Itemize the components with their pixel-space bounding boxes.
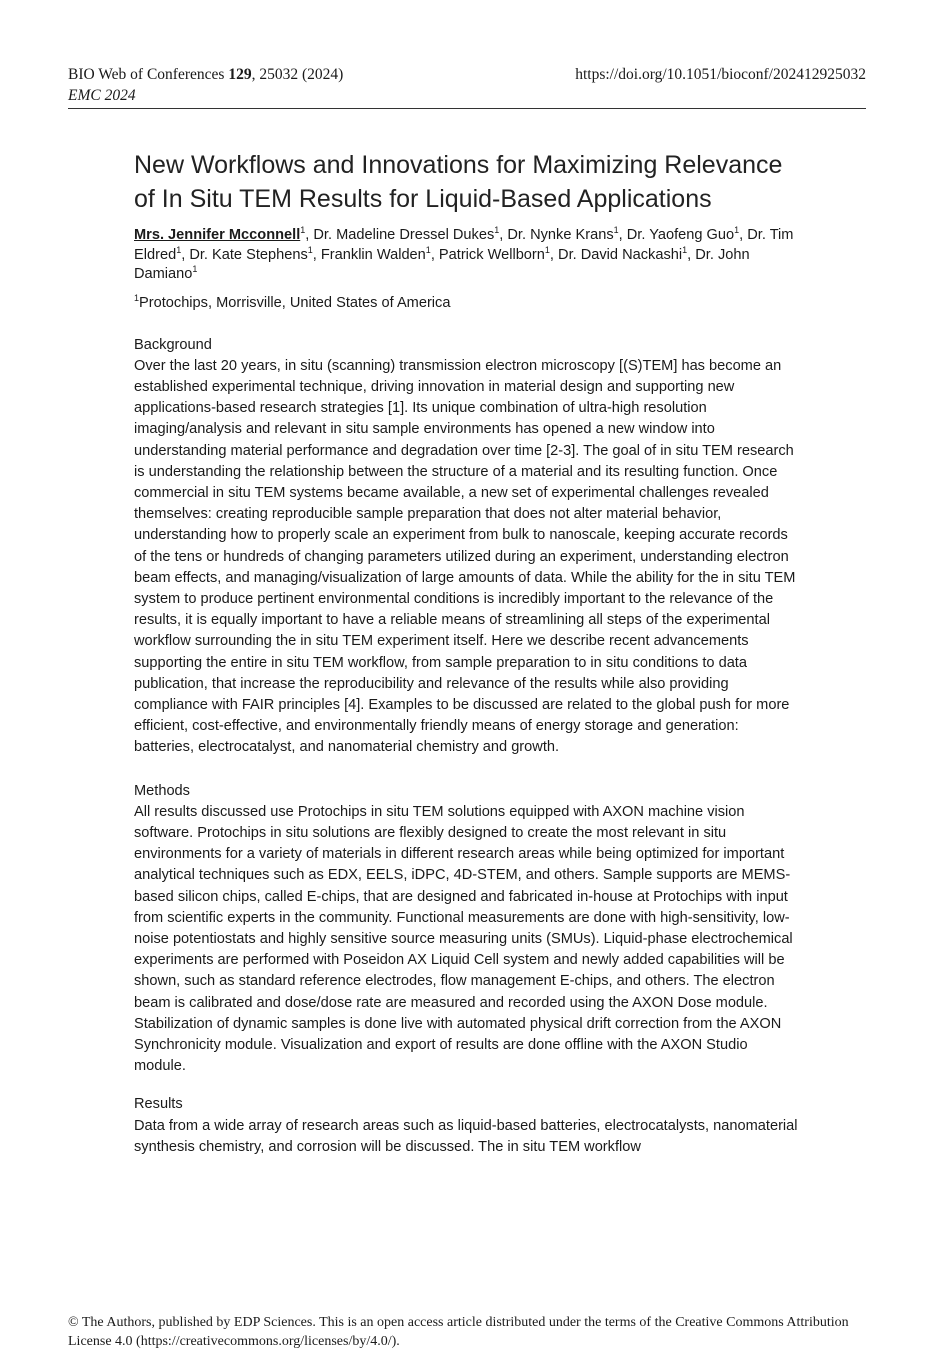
section-results <box>134 1094 802 1158</box>
author-affiliation-number: 1 <box>494 225 500 236</box>
affiliation-number: 1 <box>134 292 140 303</box>
author-name: Dr. David Nackashi <box>558 246 683 263</box>
section-text: Data from a wide array of research areas such as liquid-based batteries, electrocatalysts, nanomaterial synthesis chemistry, and corrosion will be discussed. The in situ TEM workflow <box>134 1117 798 1155</box>
author-name: Dr. Nynke Krans <box>507 227 614 243</box>
author-affiliation-number: 1 <box>176 244 182 255</box>
author-affiliation-number: 1 <box>425 244 431 255</box>
author-affiliation-number: 1 <box>192 264 198 275</box>
author-name: Dr. Madeline Dressel Dukes <box>313 227 495 243</box>
section-text: All results discussed use Protochips in situ TEM solutions equipped with AXON machine vision software. Protochips in situ solutions are flexibly designed to create the most relevant in situ environments for a variety of materials in different research areas while being optimized for important analytical techniques such as EDX, EELS, iDPC, 4D-STEM, and others. Sample supports are MEMS-based silicon chips, called E-chips, that are designed and fabricated in-house at Protochips with input from scientific experts in the community. Functional measurements are done with high-sensitivity, low-noise potentiostats and highly sensitive source measuring units (SMUs). Liquid-phase electrochemical experiments are performed with Poseidon AX Liquid Cell system and newly added capabilities will be shown, such as standard reference electrodes, flow management E-chips, and others. The electron beam is calibrated and dose/dose rate are measured and recorded using the AXON Dose module. Stabilization of dynamic samples is done live with automated physical drift correction from the AXON Synchronicity module. Visualization and export of results are done offline with the AXON Studio module. <box>134 803 793 1075</box>
author-name: Patrick Wellborn <box>438 246 545 263</box>
section-heading: Methods <box>134 782 190 799</box>
author-affiliation-number: 1 <box>682 244 688 255</box>
author-affiliation-number: 1 <box>300 225 306 236</box>
doi-link[interactable]: https://doi.org/10.1051/bioconf/202412925032 <box>575 66 866 83</box>
license-footer: © The Authors, published by EDP Sciences. This is an open access article distributed under the terms of the Creative Commons Attribution License 4.0 (https://creativecommons.org/licenses/by/4.0/). <box>68 1315 849 1349</box>
running-header <box>68 64 343 106</box>
author-affiliation-number: 1 <box>613 225 619 236</box>
section-text: Over the last 20 years, in situ (scanning) transmission electron microscopy [(S)TEM] has become an established experimental technique, driving innovation in material design and supporting new applications-based research strategies [1]. Its unique combination of ultra-high resolution imaging/analysis and relevant in situ sample environments has opened a new window into understanding material performance and degradation over time [2-3]. The goal of in situ TEM research is understanding the relationship between the structure of a material and its resulting function. Once commercial in situ TEM systems became available, a new set of experimental challenges revealed themselves: creating reproducible sample preparation that does not alter material behavior, understanding how to properly scale an experiment from bulk to nanoscale, keeping accurate records of the tens or hundreds of changing parameters utilized during an experiment, understanding electron beam effects, and managing/visualization of large amounts of data. While the ability for the in situ TEM system to produce pertinent environmental conditions is incredibly important to the relevance of the results, it is equally important to have a reliable means of streamlining all steps of the experimental workflow surrounding the in situ TEM experiment itself. Here we describe recent advancements supporting the entire in situ TEM workflow, from sample preparation to in situ conditions to data publication, that increase the reproducibility and relevance of the results while also providing compliance with FAIR principles [4]. Examples to be discussed are related to the global push for more efficient, cost-effective, and environmentally friendly means of energy storage and generation: batteries, electrocatalyst, and nanomaterial chemistry and growth. <box>134 357 796 756</box>
section-methods <box>134 781 802 1078</box>
affiliation <box>134 293 802 313</box>
section-heading: Results <box>134 1096 183 1113</box>
author-affiliation-number: 1 <box>544 244 550 255</box>
author-name: Dr. Kate Stephens <box>189 246 308 263</box>
author-name: Dr. Tim Eldred <box>134 227 794 263</box>
author-name: Dr. John Damiano <box>134 246 750 282</box>
conference-citation <box>68 64 343 85</box>
author-name: Dr. Yaofeng Guo <box>626 227 735 243</box>
conference-name: BIO Web of Conferences <box>68 66 229 83</box>
author-list: Mrs. Jennifer Mcconnell$^1$, Dr. Madeline Dressel Dukes$^1$, Dr. Nynke Krans$^1$, Dr. Yaofeng Guo$^1$, Dr. Tim Eldred$^1$, Dr. Kate Stephens$^1$, Franklin Walden$^1$, Patrick Wellborn$^1$, Dr. David Nackashi$^1$, Dr. John Damiano$^1$ <box>134 225 794 282</box>
affiliation-text: Protochips, Morrisville, United States of America <box>139 294 451 311</box>
presenting-author: Mrs. Jennifer Mcconnell <box>134 227 301 243</box>
volume-number: 129 <box>228 66 252 83</box>
article-body <box>134 148 802 1158</box>
section-heading: Background <box>134 336 212 353</box>
author-affiliation-number: 1 <box>307 244 313 255</box>
header-divider <box>68 108 866 109</box>
author-affiliation-number: 1 <box>734 225 740 236</box>
article-title: New Workflows and Innovations for Maximizing Relevance of In Situ TEM Results for Liquid-Based Applications <box>134 151 783 213</box>
author-name: Franklin Walden <box>320 246 426 263</box>
article-number: , 25032 (2024) <box>251 66 344 83</box>
conference-tag: EMC 2024 <box>68 87 136 104</box>
section-background <box>134 335 802 759</box>
